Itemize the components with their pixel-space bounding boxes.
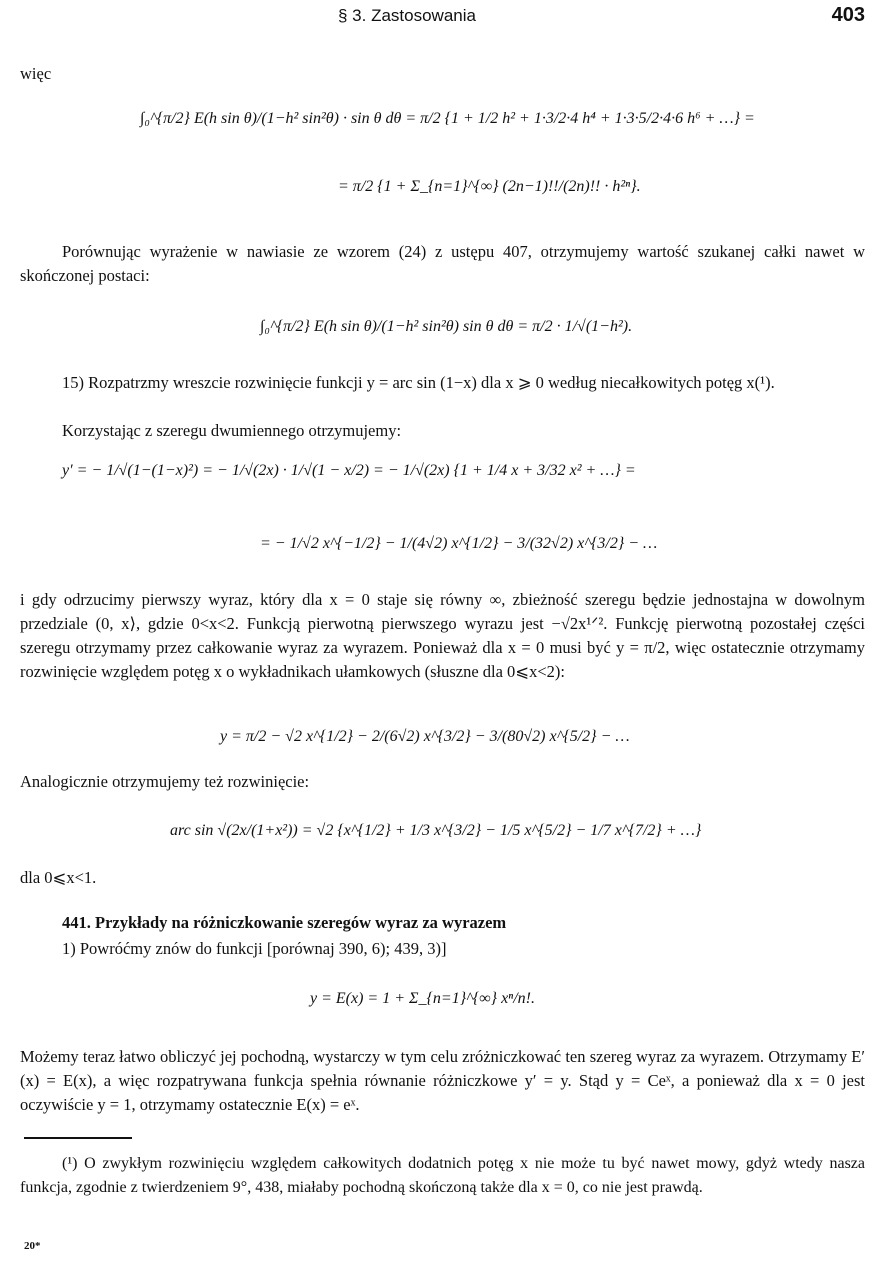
section-heading: 441. Przykłady na różniczkowanie szeregów wyraz za wyrazem [62,913,507,932]
paragraph-korzystajac: Korzystając z szeregu dwumiennego otrzymujemy: [62,421,402,440]
paragraph-dla: dla 0⩽x<1. [20,868,97,887]
paragraph-igdy: i gdy odrzucimy pierwszy wyraz, który dla x = 0 staje się równy ∞, zbieżność szeregu będzie jednostajna w dowolnym przedziale (0, x⟩, gdzie 0<x<2. Funkcją pierwotną pierwszego wyrazu jest −√2x¹ᐟ². Funkcję pierwotną pozostałej części szeregu otrzymamy przez całkowanie wyraz za wyrazem. Ponieważ dla x = 0 musi być y = π/2, więc ostatecznie otrzymamy rozwinięcie względem potęg x o wykładnikach ułamkowych (słuszne dla 0⩽x<2): [20,590,865,681]
running-header-title: § 3. Zastosowania [338,6,476,25]
equation-1a: ∫₀^{π/2} E(h sin θ)/(1−h² sin²θ) · sin θ dθ = π/2 {1 + 1/2 h² + 1·3/2·4 h⁴ + 1·3·5/2·4·6 h⁶ + …} = [140,110,755,127]
equation-3b: = − 1/√2 x^{−1/2} − 1/(4√2) x^{1/2} − 3/(32√2) x^{3/2} − … [260,535,658,552]
sheet-signature: 20* [24,1240,41,1252]
paragraph-1: 1) Powróćmy znów do funkcji [porównaj 390, 6); 439, 3)] [62,939,447,958]
paragraph-15: 15) Rozpatrzmy wreszcie rozwinięcie funkcji y = arc sin (1−x) dla x ⩾ 0 według niecałkowitych potęg x(¹). [62,373,775,392]
paragraph-analogicznie: Analogicznie otrzymujemy też rozwinięcie: [20,772,310,791]
equation-1b: = π/2 {1 + Σ_{n=1}^{∞} (2n−1)!!/(2n)!! · h²ⁿ}. [338,178,641,195]
equation-6: y = E(x) = 1 + Σ_{n=1}^{∞} xⁿ/n!. [310,990,535,1007]
page [20,0,865,1263]
page-number: 403 [831,4,865,26]
equation-2: ∫₀^{π/2} E(h sin θ)/(1−h² sin²θ) sin θ dθ = π/2 · 1/√(1−h²). [260,318,633,335]
footnote: (¹) O zwykłym rozwinięciu względem całkowitych dodatnich potęg x nie może tu być nawet mowy, gdyż wtedy nasza funkcja, zgodnie z twierdzeniem 9°, 438, miałaby pochodną skończoną także dla x = 0, co nie jest prawdą. [20,1155,865,1196]
equation-5: arc sin √(2x/(1+x²)) = √2 {x^{1/2} + 1/3 x^{3/2} − 1/5 x^{5/2} − 1/7 x^{7/2} + …} [170,822,702,839]
paragraph-porownujac: Porównując wyrażenie w nawiasie ze wzorem (24) z ustępu 407, otrzymujemy wartość szukanej całki nawet w skończonej postaci: [20,242,865,285]
equation-4: y = π/2 − √2 x^{1/2} − 2/(6√2) x^{3/2} − 3/(80√2) x^{5/2} − … [220,728,630,745]
paragraph-wiec: więc [20,64,52,83]
equation-3a: y′ = − 1/√(1−(1−x)²) = − 1/√(2x) · 1/√(1 − x/2) = − 1/√(2x) {1 + 1/4 x + 3/32 x² + …} = [62,462,636,479]
paragraph-mozemy: Możemy teraz łatwo obliczyć jej pochodną, wystarczy w tym celu zróżniczkować ten szereg wyraz za wyrazem. Otrzymamy E′(x) = E(x), a więc rozpatrywana funkcja spełnia równanie różniczkowe y′ = y. Stąd y = Ceˣ, a ponieważ dla x = 0 jest oczywiście y = 1, otrzymamy ostatecznie E(x) = eˣ. [20,1047,865,1114]
footnote-rule [24,1137,132,1139]
